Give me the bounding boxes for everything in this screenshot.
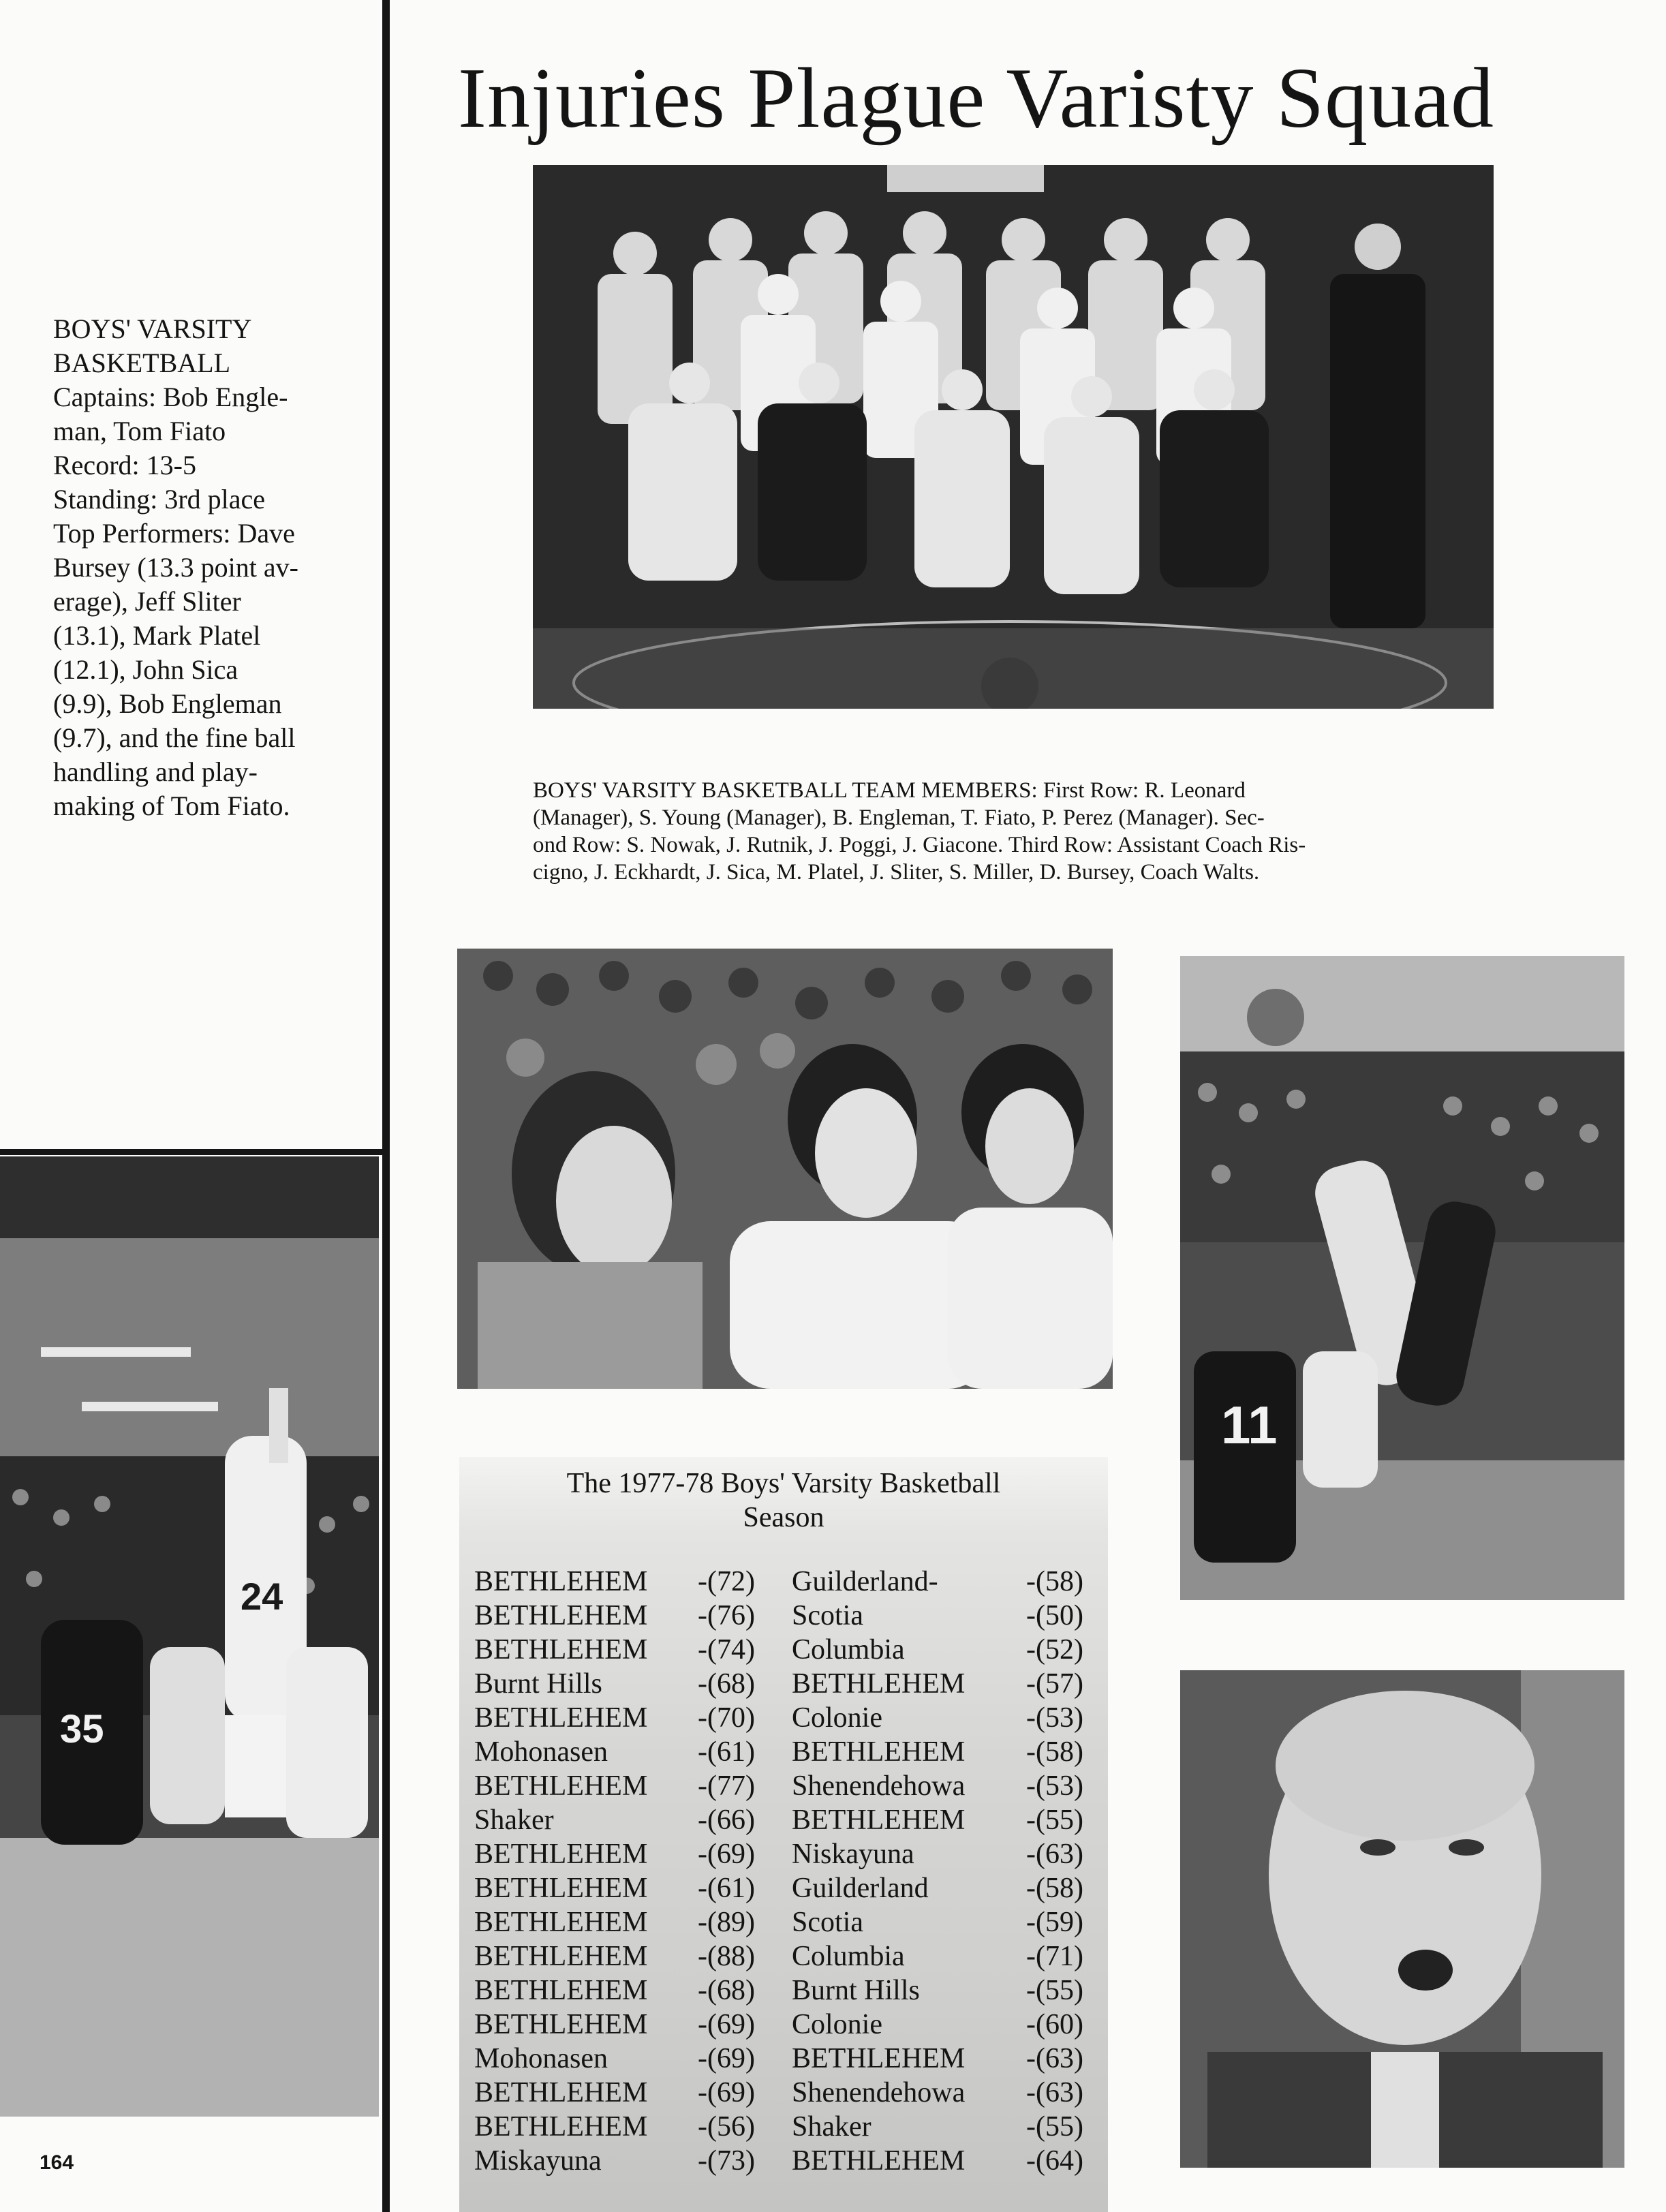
game-row — [474, 1735, 1101, 1769]
season-results-box — [459, 1457, 1108, 2212]
opponent-score: -(57) — [1026, 1668, 1083, 1700]
opponent-name: Columbia — [792, 1941, 905, 1972]
opponent-name: Scotia — [792, 1907, 863, 1938]
caption-line: ond Row: S. Nowak, J. Rutnik, J. Poggi, J. Giacone. Third Row: Assistant Coach Ris- — [533, 833, 1306, 857]
game-row — [474, 1803, 1101, 1837]
team-name: Shaker — [474, 1804, 554, 1836]
opponent-name: BETHLEHEM — [792, 2145, 966, 2177]
team-score: -(68) — [698, 1668, 755, 1700]
opponent-name: Colonie — [792, 1702, 882, 1734]
summary-line: (12.1), John Sica — [53, 654, 238, 685]
opponent-name: Shaker — [792, 2111, 871, 2142]
team-summary — [53, 312, 353, 823]
summary-line: man, Tom Fiato — [53, 416, 226, 446]
page-title: Injuries Plague Varisty Squad — [458, 51, 1495, 146]
team-members-caption — [533, 777, 1487, 886]
team-name: BETHLEHEM — [474, 1566, 648, 1597]
team-photo — [533, 165, 1494, 709]
team-score: -(76) — [698, 1600, 755, 1631]
team-score: -(61) — [698, 1736, 755, 1768]
opponent-name: Guilderland- — [792, 1566, 938, 1597]
opponent-name: BETHLEHEM — [792, 1804, 966, 1836]
bench-photo — [457, 949, 1113, 1389]
caption-line: (Manager), S. Young (Manager), B. Engleman, T. Fiato, P. Perez (Manager). Sec- — [533, 805, 1265, 830]
team-name: BETHLEHEM — [474, 1975, 648, 2006]
team-name: BETHLEHEM — [474, 2009, 648, 2040]
opponent-score: -(52) — [1026, 1634, 1083, 1665]
game-row — [474, 2008, 1101, 2042]
game-row — [474, 2042, 1101, 2076]
summary-line: Captains: Bob Engle- — [53, 382, 288, 412]
opponent-name: Burnt Hills — [792, 1975, 920, 2006]
game-row — [474, 2110, 1101, 2144]
summary-line: Standing: 3rd place — [53, 484, 266, 514]
page-number: 164 — [40, 2151, 74, 2174]
opponent-score: -(64) — [1026, 2145, 1083, 2177]
summary-line: making of Tom Fiato. — [53, 790, 290, 821]
team-score: -(69) — [698, 2077, 755, 2108]
team-name: BETHLEHEM — [474, 1770, 648, 1802]
opponent-name: Guilderland — [792, 1873, 929, 1904]
team-score: -(56) — [698, 2111, 755, 2142]
summary-line: Top Performers: Dave — [53, 518, 295, 549]
summary-line: BOYS' VARSITY — [53, 313, 252, 344]
action-photo-right — [1180, 956, 1624, 1600]
team-name: BETHLEHEM — [474, 1873, 648, 1904]
coach-photo-art — [1180, 1670, 1624, 2168]
game-row — [474, 2144, 1101, 2178]
season-title — [459, 1466, 1108, 1535]
coach-photo — [1180, 1670, 1624, 2168]
opponent-score: -(71) — [1026, 1941, 1083, 1972]
team-photo-art — [533, 165, 1494, 709]
bench-photo-art — [457, 949, 1113, 1389]
opponent-name: Colonie — [792, 2009, 882, 2040]
game-row — [474, 1973, 1101, 2008]
caption-line: cigno, J. Eckhardt, J. Sica, M. Platel, J. Sliter, S. Miller, D. Bursey, Coach Walts. — [533, 860, 1260, 885]
team-name: Mohonasen — [474, 1736, 608, 1768]
opponent-name: Columbia — [792, 1634, 905, 1665]
opponent-score: -(55) — [1026, 1975, 1083, 2006]
team-name: BETHLEHEM — [474, 1941, 648, 1972]
game-row — [474, 1667, 1101, 1701]
game-row — [474, 1871, 1101, 1905]
opponent-score: -(53) — [1026, 1770, 1083, 1802]
team-name: BETHLEHEM — [474, 1839, 648, 1870]
opponent-name: Scotia — [792, 1600, 863, 1631]
team-score: -(61) — [698, 1873, 755, 1904]
game-row — [474, 2076, 1101, 2110]
game-row — [474, 1939, 1101, 1973]
horizontal-divider — [0, 1149, 382, 1155]
season-title-line-2: Season — [743, 1502, 824, 1533]
team-score: -(68) — [698, 1975, 755, 2006]
opponent-score: -(59) — [1026, 1907, 1083, 1938]
jersey-number-35: 35 — [60, 1707, 104, 1751]
jersey-number-11: 11 — [1221, 1395, 1278, 1455]
team-score: -(69) — [698, 1839, 755, 1870]
team-score: -(88) — [698, 1941, 755, 1972]
opponent-name: BETHLEHEM — [792, 2043, 966, 2074]
summary-line: (13.1), Mark Platel — [53, 620, 261, 651]
opponent-name: Shenendehowa — [792, 2077, 966, 2108]
opponent-score: -(58) — [1026, 1736, 1083, 1768]
team-score: -(70) — [698, 1702, 755, 1734]
team-name: BETHLEHEM — [474, 1634, 648, 1665]
summary-line: handling and play- — [53, 756, 258, 787]
jersey-number-24: 24 — [241, 1575, 283, 1618]
summary-line: (9.9), Bob Engleman — [53, 688, 282, 719]
summary-line: BASKETBALL — [53, 348, 230, 378]
opponent-score: -(63) — [1026, 1839, 1083, 1870]
game-row — [474, 1599, 1101, 1633]
team-score: -(74) — [698, 1634, 755, 1665]
team-score: -(69) — [698, 2043, 755, 2074]
team-score: -(77) — [698, 1770, 755, 1802]
game-row — [474, 1633, 1101, 1667]
team-name: BETHLEHEM — [474, 1702, 648, 1734]
opponent-name: BETHLEHEM — [792, 1668, 966, 1700]
team-name: BETHLEHEM — [474, 2111, 648, 2142]
game-row — [474, 1769, 1101, 1803]
action-photo-left — [0, 1156, 379, 2117]
team-name: BETHLEHEM — [474, 1907, 648, 1938]
caption-line: BOYS' VARSITY BASKETBALL TEAM MEMBERS: First Row: R. Leonard — [533, 778, 1246, 803]
game-row — [474, 1565, 1101, 1599]
team-score: -(73) — [698, 2145, 755, 2177]
vertical-divider — [382, 0, 390, 2212]
team-name: BETHLEHEM — [474, 1600, 648, 1631]
opponent-score: -(63) — [1026, 2077, 1083, 2108]
opponent-score: -(50) — [1026, 1600, 1083, 1631]
summary-line: (9.7), and the fine ball — [53, 722, 296, 753]
games-list — [474, 1565, 1101, 2178]
game-row — [474, 1701, 1101, 1735]
team-name: Burnt Hills — [474, 1668, 602, 1700]
summary-line: Record: 13-5 — [53, 450, 196, 480]
opponent-score: -(55) — [1026, 1804, 1083, 1836]
summary-line: erage), Jeff Sliter — [53, 586, 241, 617]
game-row — [474, 1905, 1101, 1939]
opponent-score: -(58) — [1026, 1873, 1083, 1904]
game-row — [474, 1837, 1101, 1871]
action-photo-right-art — [1180, 956, 1624, 1600]
opponent-score: -(55) — [1026, 2111, 1083, 2142]
opponent-score: -(63) — [1026, 2043, 1083, 2074]
team-name: BETHLEHEM — [474, 2077, 648, 2108]
team-score: -(72) — [698, 1566, 755, 1597]
opponent-score: -(58) — [1026, 1566, 1083, 1597]
opponent-name: Shenendehowa — [792, 1770, 966, 1802]
opponent-score: -(53) — [1026, 1702, 1083, 1734]
action-photo-left-art — [0, 1156, 379, 2117]
team-name: Miskayuna — [474, 2145, 602, 2177]
team-score: -(69) — [698, 2009, 755, 2040]
season-title-line-1: The 1977-78 Boys' Varsity Basketball — [566, 1468, 1001, 1499]
summary-line: Bursey (13.3 point av- — [53, 552, 298, 583]
opponent-score: -(60) — [1026, 2009, 1083, 2040]
team-name: Mohonasen — [474, 2043, 608, 2074]
team-score: -(89) — [698, 1907, 755, 1938]
opponent-name: BETHLEHEM — [792, 1736, 966, 1768]
team-score: -(66) — [698, 1804, 755, 1836]
opponent-name: Niskayuna — [792, 1839, 914, 1870]
